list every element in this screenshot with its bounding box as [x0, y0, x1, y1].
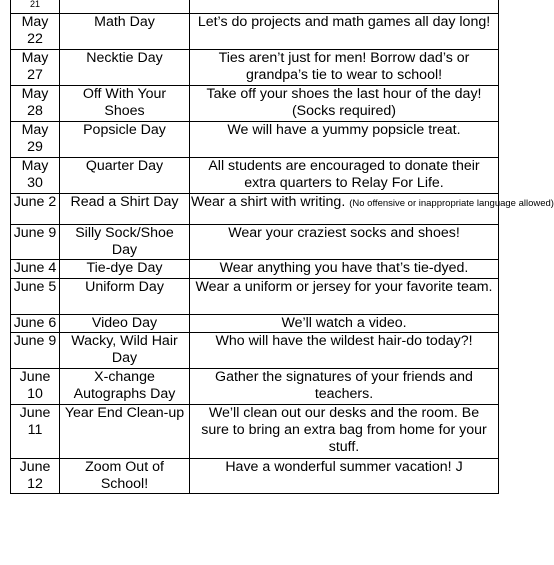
table-row: [11, 14, 499, 50]
date-cell: June 10: [11, 369, 60, 405]
day-name-cell: Video Day: [60, 315, 190, 333]
date-cell: June 9: [11, 333, 60, 369]
day-name-cell: Read a Shirt Day: [60, 194, 190, 225]
table-row: [11, 86, 499, 122]
date-cell: June 12: [11, 459, 60, 494]
description-cell: Have a wonderful summer vacation! J: [190, 459, 499, 494]
day-name-cell: Zoom Out of School!: [60, 459, 190, 494]
description-cell: Wear a shirt with writing. (No offensive or inappropriate language allowed): [190, 194, 499, 225]
day-name-cell: [60, 0, 190, 14]
description-cell: We’ll clean out our desks and the room. Be sure to bring an extra bag from home for your stuff.: [190, 405, 499, 459]
day-name-cell: Popsicle Day: [60, 122, 190, 158]
table-row: [11, 459, 499, 494]
day-name-cell: Wacky, Wild Hair Day: [60, 333, 190, 369]
description-cell: Ties aren’t just for men! Borrow dad’s or grandpa’s tie to wear to school!: [190, 50, 499, 86]
table-row: [11, 369, 499, 405]
description-cell: [190, 0, 499, 14]
day-name-cell: Year End Clean-up: [60, 405, 190, 459]
schedule-table: [10, 0, 554, 494]
description-cell: Gather the signatures of your friends and teachers.: [190, 369, 499, 405]
date-cell: June 5: [11, 279, 60, 315]
note-text: (No offensive or inappropriate language allowed): [349, 198, 554, 209]
date-cell: May 22: [11, 14, 60, 50]
day-name-cell: Math Day: [60, 14, 190, 50]
date-cell: June 9: [11, 225, 60, 260]
description-cell: Wear anything you have that’s tie-dyed.: [190, 260, 499, 279]
schedule-sheet: [10, 0, 554, 494]
table-row: [11, 122, 499, 158]
date-cell: May 30: [11, 158, 60, 194]
date-cell: 21: [11, 0, 60, 14]
table-row: [11, 260, 499, 279]
description-cell: We will have a yummy popsicle treat.: [190, 122, 499, 158]
table-row-cut: [11, 0, 499, 14]
date-cell: May 27: [11, 50, 60, 86]
table-row: [11, 333, 499, 369]
description-cell: Who will have the wildest hair-do today?!: [190, 333, 499, 369]
table-row: [11, 279, 499, 315]
date-cell: May 28: [11, 86, 60, 122]
day-name-cell: Uniform Day: [60, 279, 190, 315]
day-name-cell: Tie-dye Day: [60, 260, 190, 279]
description-cell: Wear a uniform or jersey for your favorite team.: [190, 279, 499, 315]
date-cell: June 2: [11, 194, 60, 225]
table-row: [11, 158, 499, 194]
date-cell: June 4: [11, 260, 60, 279]
day-name-cell: Off With Your Shoes: [60, 86, 190, 122]
description-cell: Let’s do projects and math games all day long!: [190, 14, 499, 50]
table-row: [11, 225, 499, 260]
description-cell: Wear your craziest socks and shoes!: [190, 225, 499, 260]
day-name-cell: Silly Sock/Shoe Day: [60, 225, 190, 260]
table-row: [11, 50, 499, 86]
table-row: [11, 194, 499, 225]
table-row: [11, 405, 499, 459]
date-cell: June 6: [11, 315, 60, 333]
description-cell: We’ll watch a video.: [190, 315, 499, 333]
description-cell: All students are encouraged to donate their extra quarters to Relay For Life.: [190, 158, 499, 194]
day-name-cell: Quarter Day: [60, 158, 190, 194]
day-name-cell: Necktie Day: [60, 50, 190, 86]
date-cell: June 11: [11, 405, 60, 459]
day-name-cell: X-change Autographs Day: [60, 369, 190, 405]
description-cell: Take off your shoes the last hour of the day! (Socks required): [190, 86, 499, 122]
date-cell: May 29: [11, 122, 60, 158]
table-row: [11, 315, 499, 333]
